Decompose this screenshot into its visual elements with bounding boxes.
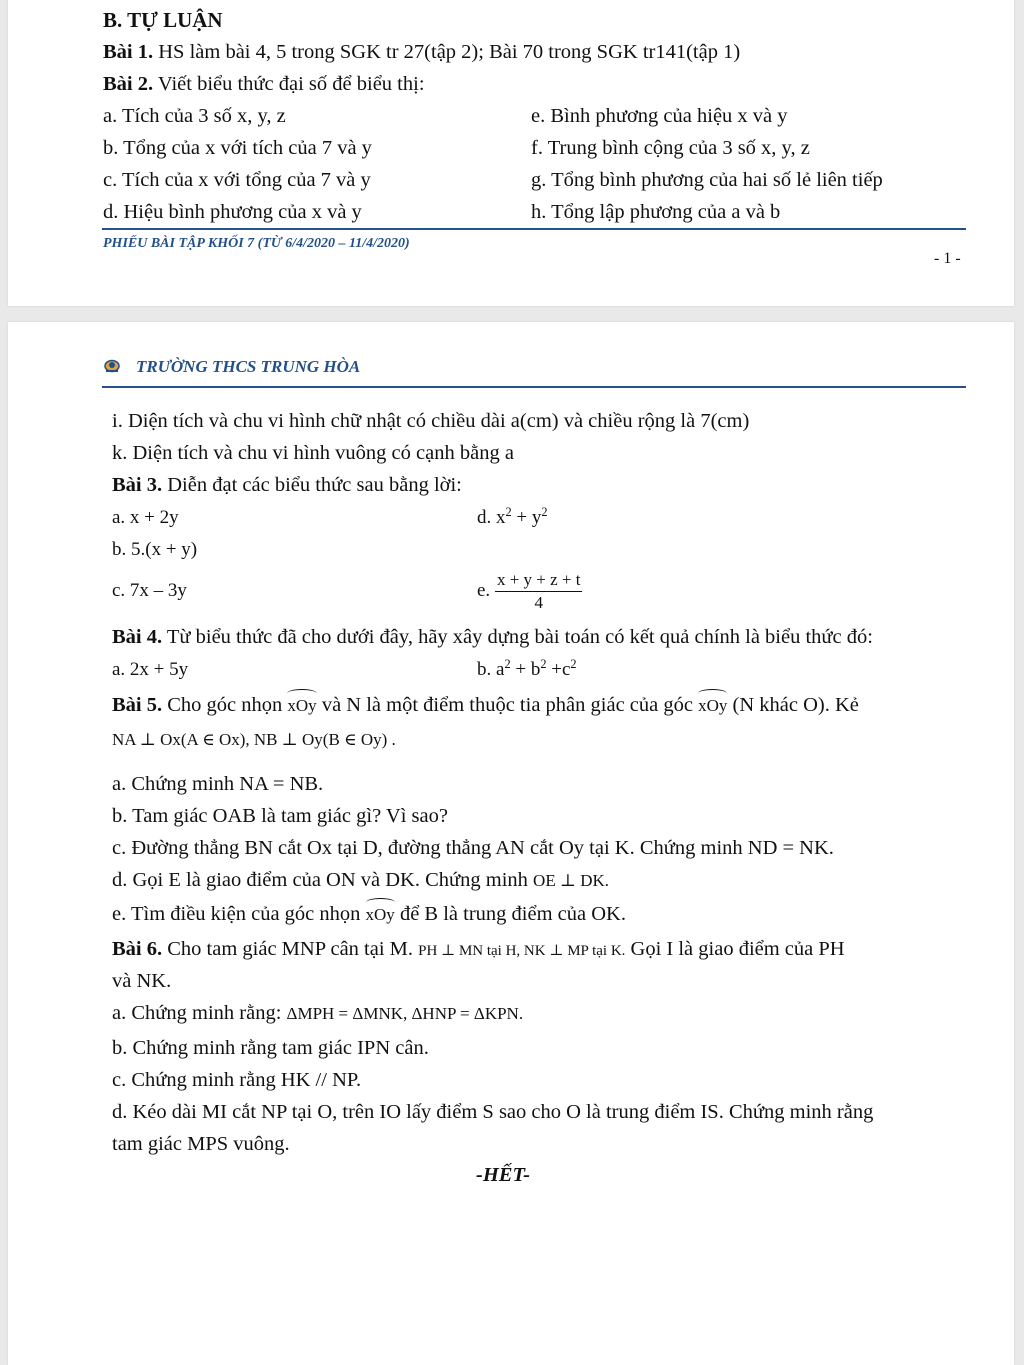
bai6-line2: và NK. xyxy=(112,970,172,992)
fraction-denominator: 4 xyxy=(534,593,543,613)
school-name: TRƯỜNG THCS TRUNG HÒA xyxy=(136,357,361,376)
bai5-d-text: d. Gọi E là giao điểm của ON và DK. Chứng minh xyxy=(112,869,534,891)
bai6-item-c: c. Chứng minh rằng HK // NP. xyxy=(112,1069,362,1091)
footer-rule xyxy=(102,228,966,230)
bai2 xyxy=(103,71,425,97)
bai2-item-d: d. Hiệu bình phương của x và y xyxy=(103,201,362,223)
bai6-a-text: a. Chứng minh rằng: xyxy=(112,1002,287,1024)
bai4-b-prefix: b. xyxy=(477,659,496,680)
bai6-label: Bài 6. xyxy=(112,938,163,960)
bai1-text: HS làm bài 4, 5 trong SGK tr 27(tập 2); Bài 70 trong SGK tr141(tập 1) xyxy=(153,41,741,63)
bai3-e-prefix: e. xyxy=(477,580,495,601)
bai5-item-b: b. Tam giác OAB là tam giác gì? Vì sao? xyxy=(112,805,448,827)
bai4-text: Từ biểu thức đã cho dưới đây, hãy xây dựng bài toán có kết quả chính là biểu thức đó: xyxy=(162,626,873,648)
bai6-text2: Gọi I là giao điểm của PH xyxy=(625,938,845,960)
bai3-d-prefix: d. xyxy=(477,507,496,528)
bai1-label: Bài 1. xyxy=(103,41,154,63)
bai5-text3: (N khác O). Kẻ xyxy=(727,694,859,716)
bai2-item-g: g. Tổng bình phương của hai số lẻ liên tiếp xyxy=(531,169,883,191)
bai4-label: Bài 4. xyxy=(112,626,163,648)
bai3-item-b: b. 5.(x + y) xyxy=(112,539,198,560)
bai6-text1: Cho tam giác MNP cân tại M. xyxy=(162,938,419,960)
bai2-item-e: e. Bình phương của hiệu x và y xyxy=(531,105,788,127)
bai2-item-c: c. Tích của x với tổng của 7 và y xyxy=(103,169,371,191)
bai6-item-b: b. Chứng minh rằng tam giác IPN cân. xyxy=(112,1037,429,1059)
bai5-item-d xyxy=(112,867,609,894)
page-number: - 1 - xyxy=(934,250,961,267)
bai5-d-math: OE ⊥ DK. xyxy=(533,871,609,890)
bai2-label: Bài 2. xyxy=(103,73,154,95)
page-2 xyxy=(8,322,1014,1365)
bai2-text: Viết biểu thức đại số để biểu thị: xyxy=(153,73,425,95)
bai2-item-k: k. Diện tích và chu vi hình vuông có cạnh bằng a xyxy=(112,442,514,464)
bai5-e-text2: để B là trung điểm của OK. xyxy=(394,903,626,925)
page-1 xyxy=(8,0,1014,306)
bai3-label: Bài 3. xyxy=(112,474,163,496)
bai4-item-b: b. $a^2 + b^2 +c^2$ xyxy=(477,657,577,680)
bai2-item-i: i. Diện tích và chu vi hình chữ nhật có chiều dài a(cm) và chiều rộng là 7(cm) xyxy=(112,410,750,432)
bai6 xyxy=(112,936,845,964)
bai6-math: PH ⊥ MN tại H, NK ⊥ MP tại K. xyxy=(418,943,626,959)
bai5-e-text1: e. Tìm điều kiện của góc nhọn xyxy=(112,903,366,925)
bai5-item-a: a. Chứng minh NA = NB. xyxy=(112,773,324,795)
bai6-item-d: d. Kéo dài MI cắt NP tại O, trên IO lấy điểm S sao cho O là trung điểm IS. Chứng minh rằng xyxy=(112,1101,874,1123)
bai4 xyxy=(112,624,873,650)
fraction-numerator: x + y + z + t xyxy=(495,569,583,592)
header-rule xyxy=(102,386,966,388)
angle-xoy: xOy xyxy=(698,693,727,719)
bai6-item-a xyxy=(112,1000,523,1027)
bai2-item-a: a. Tích của 3 số x, y, z xyxy=(103,105,286,127)
angle-xoy: xOy xyxy=(287,693,316,719)
bai4-item-a: a. 2x + 5y xyxy=(112,659,189,680)
bai5-text2: và N là một điểm thuộc tia phân giác của góc xyxy=(316,694,699,716)
school-logo-icon xyxy=(104,357,120,373)
bai5-item-c: c. Đường thẳng BN cắt Ox tại D, đường thẳng AN cắt Oy tại K. Chứng minh ND = NK. xyxy=(112,837,834,859)
angle-xoy: xOy xyxy=(366,902,395,928)
bai6-a-math: ΔMPH = ΔMNK, ΔHNP = ΔKPN. xyxy=(286,1004,524,1023)
bai3-item-c: c. 7x – 3y xyxy=(112,580,187,601)
bai3-item-a: a. x + 2y xyxy=(112,507,179,528)
bai2-item-b: b. Tổng của x với tích của 7 và y xyxy=(103,137,372,159)
fraction xyxy=(495,569,583,614)
bai2-item-f: f. Trung bình cộng của 3 số x, y, z xyxy=(531,137,810,159)
bai3-item-e xyxy=(477,568,582,614)
bai2-item-h: h. Tổng lập phương của a và b xyxy=(531,201,781,223)
end-mark: -HẾT- xyxy=(476,1164,530,1186)
bai3-text: Diễn đạt các biểu thức sau bằng lời: xyxy=(162,474,462,496)
bai3 xyxy=(112,472,462,498)
bai1 xyxy=(103,39,740,65)
footer-title: PHIẾU BÀI TẬP KHỐI 7 (TỪ 6/4/2020 – 11/4/2020) xyxy=(103,236,410,251)
bai3-item-d: d. $x^2 + y^2$ xyxy=(477,505,548,528)
bai5 xyxy=(112,692,859,719)
bai6-item-d-cont: tam giác MPS vuông. xyxy=(112,1133,290,1155)
bai5-item-e xyxy=(112,901,626,928)
section-title: B. TỰ LUẬN xyxy=(103,8,223,32)
bai5-label: Bài 5. xyxy=(112,694,163,716)
bai5-text1: Cho góc nhọn xyxy=(162,694,288,716)
bai5-line2: NA ⊥ Ox(A ∈ Ox), NB ⊥ Oy(B ∈ Oy) . xyxy=(112,730,396,749)
